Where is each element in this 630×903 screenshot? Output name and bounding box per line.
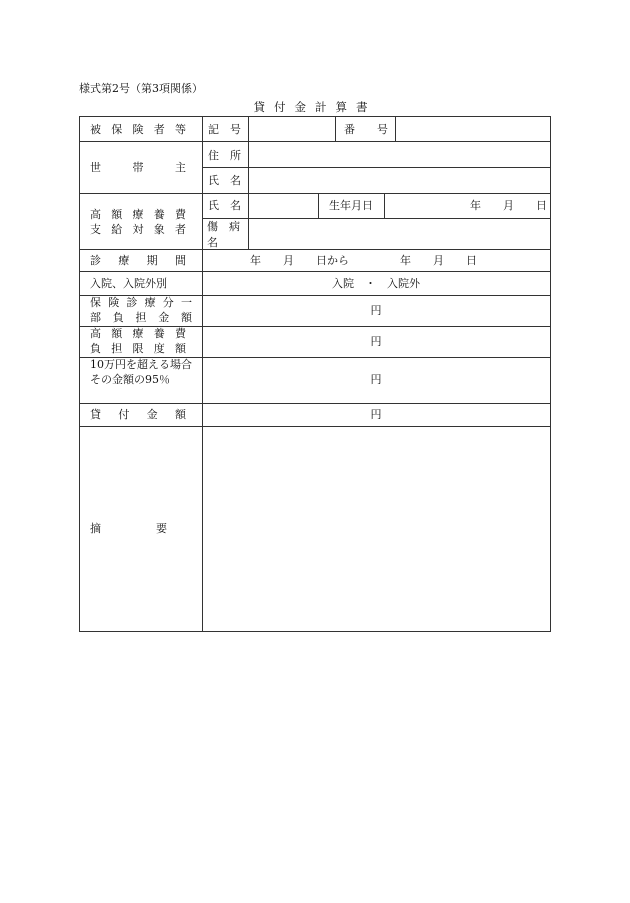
insured-kigo-label: 記 号 (208, 123, 241, 136)
row-divider (80, 249, 550, 250)
row-divider (80, 193, 550, 194)
column-divider (335, 117, 336, 141)
treatment-period-to: 年 月 日 (400, 254, 477, 267)
row-divider (202, 218, 550, 219)
calculation-form (79, 116, 551, 632)
copay-label-line2: 部 負 担 金 額 (90, 311, 192, 324)
row-divider (80, 403, 550, 404)
treatment-period-from: 年 月 日から (250, 254, 349, 267)
row-divider (80, 326, 550, 327)
limit-label-line2: 負 担 限 度 額 (90, 342, 186, 355)
household-name-label: 氏 名 (208, 174, 241, 187)
copay-unit: 円 (370, 304, 382, 317)
inpatient-value: 入院 ・ 入院外 (332, 277, 420, 290)
row-divider (80, 271, 550, 272)
beneficiary-name-label: 氏 名 (208, 199, 241, 212)
row-divider (202, 167, 550, 168)
loan-amount-unit: 円 (370, 408, 382, 421)
insured-bango-label: 番 号 (344, 123, 388, 136)
beneficiary-label-line1: 高 額 療 養 費 (90, 208, 186, 221)
loan-amount-label: 貸 付 金 額 (90, 408, 186, 421)
over-100k-unit: 円 (370, 373, 382, 386)
birth-date-format: 年 月 日 (470, 199, 547, 212)
limit-label-line1: 高 額 療 養 費 (90, 327, 186, 340)
form-number: 様式第2号（第3項関係） (79, 82, 203, 95)
over-100k-label: 10万円を超える場合その金額の95％ (90, 358, 192, 386)
column-divider (395, 117, 396, 141)
inpatient-label: 入院、入院外別 (90, 277, 167, 290)
household-head-label: 世 帯 主 (90, 161, 186, 174)
treatment-period-label: 診 療 期 間 (90, 254, 186, 267)
limit-unit: 円 (370, 335, 382, 348)
row-divider (80, 426, 550, 427)
household-address-label: 住 所 (208, 149, 241, 162)
column-divider (318, 193, 319, 218)
injury-label: 傷 病 名 (207, 220, 251, 249)
remarks-label: 摘 要 (90, 522, 167, 535)
birth-date-label: 生年月日 (329, 199, 373, 212)
column-divider (384, 193, 385, 218)
row-divider (80, 141, 550, 142)
copay-label-line1: 保 険 診 療 分 一 (90, 296, 192, 309)
insured-label: 被 保 険 者 等 (90, 123, 186, 136)
document-title: 貸付金計算書 (253, 100, 377, 114)
beneficiary-label-line2: 支 給 対 象 者 (90, 223, 186, 236)
